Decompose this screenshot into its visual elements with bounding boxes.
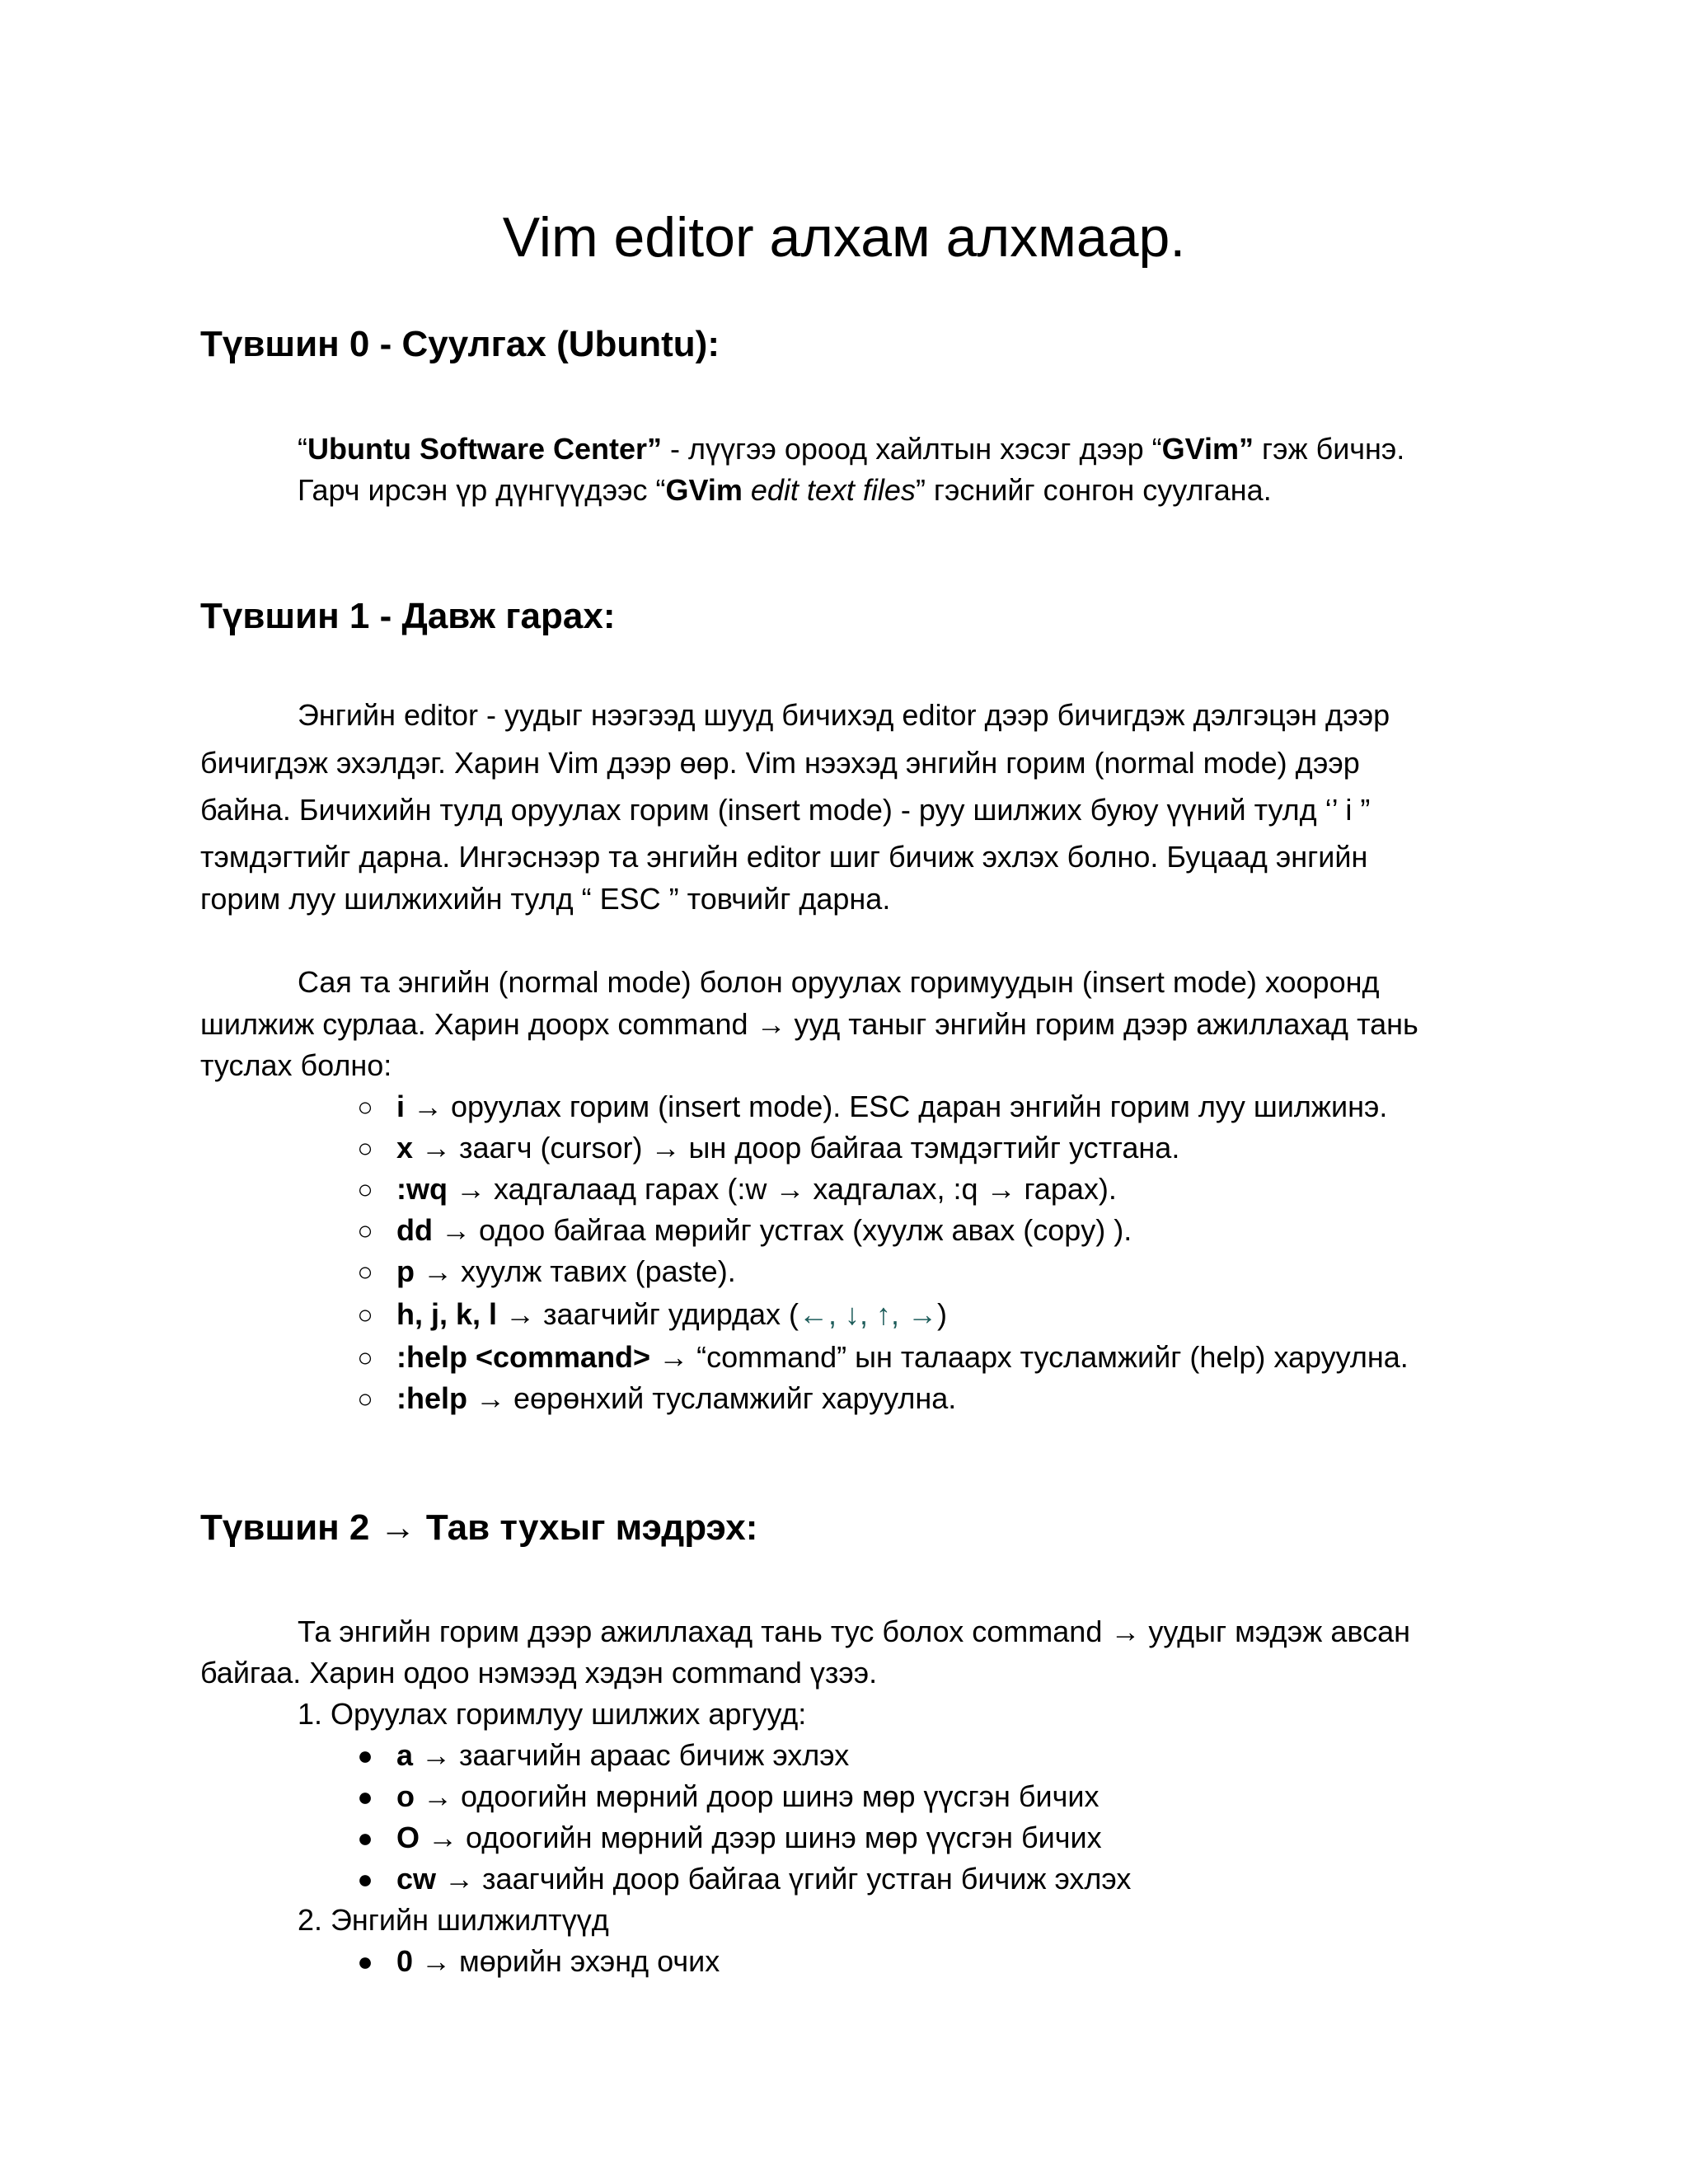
heading-level-0: Түвшин 0 - Суулгах (Ubuntu): [200, 324, 720, 364]
text-run: гэж бичнэ. [1253, 432, 1405, 466]
command-desc: → одоогийн мөрний дээр шинэ мөр үүсгэн бичих [420, 1821, 1102, 1854]
hollow-bullet-icon: ○ [357, 1216, 373, 1245]
filled-bullet-icon: ● [357, 1947, 373, 1976]
text-run [743, 473, 751, 507]
command-desc: → одоо байгаа мөрийг устгах (хуулж авах (copy) ). [432, 1213, 1132, 1247]
text-run: ” гэснийг сонгон суулгана. [915, 473, 1272, 507]
hollow-bullet-icon: ○ [357, 1174, 373, 1204]
command-desc: → хуулж тавих (paste). [415, 1254, 736, 1288]
hollow-bullet-icon: ○ [357, 1343, 373, 1372]
filled-bullet-icon: ● [357, 1741, 373, 1770]
heading-level-1: Түвшин 1 - Давж гарах: [200, 596, 616, 636]
filled-bullet-icon: ● [357, 1864, 373, 1894]
command-desc: → оруулах горим (insert mode). ESC даран энгийн горим луу шилжинэ. [405, 1090, 1388, 1123]
arrow-keys-glyphs: ←, ↓, ↑, → [798, 1297, 937, 1331]
command-list-item [396, 1169, 1117, 1210]
hollow-bullet-icon: ○ [357, 1257, 373, 1286]
command-key: o [396, 1779, 415, 1813]
text-run: “ [298, 432, 307, 466]
level1-para2-line: шилжиж сурлаа. Харин доорх command → ууд таныг энгийн горим дээр ажиллахад тань [200, 1007, 1418, 1041]
level2-para1-line: Та энгийн горим дээр ажиллахад тань тус болох command → уудыг мэдэж авсан [298, 1615, 1410, 1648]
level1-para2-line: туслах болно: [200, 1048, 392, 1082]
level1-para1-line: тэмдэгтийг дарна. Ингэснээр та энгийн editor шиг бичиж эхлэх болно. Буцаад энгийн [200, 840, 1368, 874]
heading-level-2: Түвшин 2 → Тав тухыг мэдрэх: [200, 1507, 758, 1548]
command-key: cw [396, 1862, 437, 1896]
command-key: dd [396, 1213, 433, 1247]
command-key: i [396, 1090, 406, 1123]
command-list-item [396, 1127, 1179, 1169]
command-list-item [396, 1776, 1100, 1817]
document-title: Vim editor алхам алхмаар. [502, 206, 1186, 269]
command-key: :wq [396, 1172, 448, 1206]
bold-text: Ubuntu Software Center” [307, 432, 663, 466]
command-list-item [396, 1858, 1131, 1900]
level1-para1-line: горим луу шилжихийн тулд “ ESC ” товчийг дарна. [200, 882, 891, 916]
command-desc: → “command” ын талаарх тусламжийг (help) харуулна. [650, 1340, 1409, 1374]
command-desc: → хадгалаад гарах (:w → хадгалах, :q → гарах). [447, 1172, 1117, 1206]
text-run: Гарч ирсэн үр дүнгүүдээс “ [298, 473, 666, 507]
bold-text: GVim” [1161, 432, 1254, 466]
command-key: p [396, 1254, 415, 1288]
level1-para1-line: байна. Бичихийн тулд оруулах горим (insert mode) - руу шилжих буюу үүний тулд ‘’ i ” [200, 793, 1371, 827]
command-key: x [396, 1131, 414, 1165]
command-list-item [396, 1941, 720, 1982]
command-desc: → одоогийн мөрний доор шинэ мөр үүсгэн бичих [415, 1779, 1100, 1813]
level0-paragraph-line-1 [298, 429, 1404, 470]
filled-bullet-icon: ● [357, 1782, 373, 1811]
hollow-bullet-icon: ○ [357, 1384, 373, 1413]
command-key: 0 [396, 1944, 414, 1978]
command-list-item [396, 1735, 849, 1776]
command-desc: → заагчийг удирдах ( [497, 1297, 799, 1331]
command-list-item [396, 1337, 1409, 1378]
command-list-item [396, 1251, 736, 1292]
command-list-item [396, 1817, 1102, 1858]
level0-paragraph-line-2 [298, 470, 1272, 511]
bold-text: GVim [665, 473, 743, 507]
text-run: - лүүгээ ороод хайлтын хэсэг дээр “ [662, 432, 1162, 466]
command-key: :help [396, 1381, 467, 1415]
command-desc: → мөрийн эхэнд очих [413, 1944, 720, 1978]
command-list-item [396, 1086, 1387, 1127]
level2-para1-line: байгаа. Харин одоо нэмээд хэдэн command үзээ. [200, 1656, 878, 1690]
command-list-item [396, 1378, 956, 1419]
command-list-item [396, 1294, 947, 1335]
level1-para1-line: бичигдэж эхэлдэг. Харин Vim дээр өөр. Vim нээхэд энгийн горим (normal mode) дээр [200, 746, 1360, 780]
numbered-list-label: 2. Энгийн шилжилтүүд [298, 1903, 609, 1937]
command-key: O [396, 1821, 420, 1854]
command-desc: ) [936, 1297, 947, 1331]
hollow-bullet-icon: ○ [357, 1300, 373, 1329]
command-desc: → еөрөнхий тусламжийг харуулна. [467, 1381, 957, 1415]
command-list-item [396, 1210, 1132, 1251]
level1-para1-line: Энгийн editor - уудыг нээгээд шууд бичихэд editor дээр бичигдэж дэлгэцэн дээр [298, 698, 1390, 732]
hollow-bullet-icon: ○ [357, 1092, 373, 1122]
command-desc: → заагчийн араас бичиж эхлэх [413, 1738, 850, 1772]
command-desc: → заагчийн доор байгаа үгийг устган бичиж эхлэх [436, 1862, 1132, 1896]
hollow-bullet-icon: ○ [357, 1133, 373, 1163]
command-desc: → заагч (cursor) → ын доор байгаа тэмдэгтийг устгана. [413, 1131, 1180, 1165]
numbered-list-label: 1. Оруулах горимлуу шилжих аргууд: [298, 1697, 807, 1731]
filled-bullet-icon: ● [357, 1823, 373, 1853]
command-key: h, j, k, l [396, 1297, 498, 1331]
command-key: a [396, 1738, 414, 1772]
command-key: :help <command> [396, 1340, 651, 1374]
level1-para2-line: Сая та энгийн (normal mode) болон оруулах горимуудын (insert mode) хооронд [298, 965, 1380, 999]
italic-text: edit text files [750, 473, 916, 507]
